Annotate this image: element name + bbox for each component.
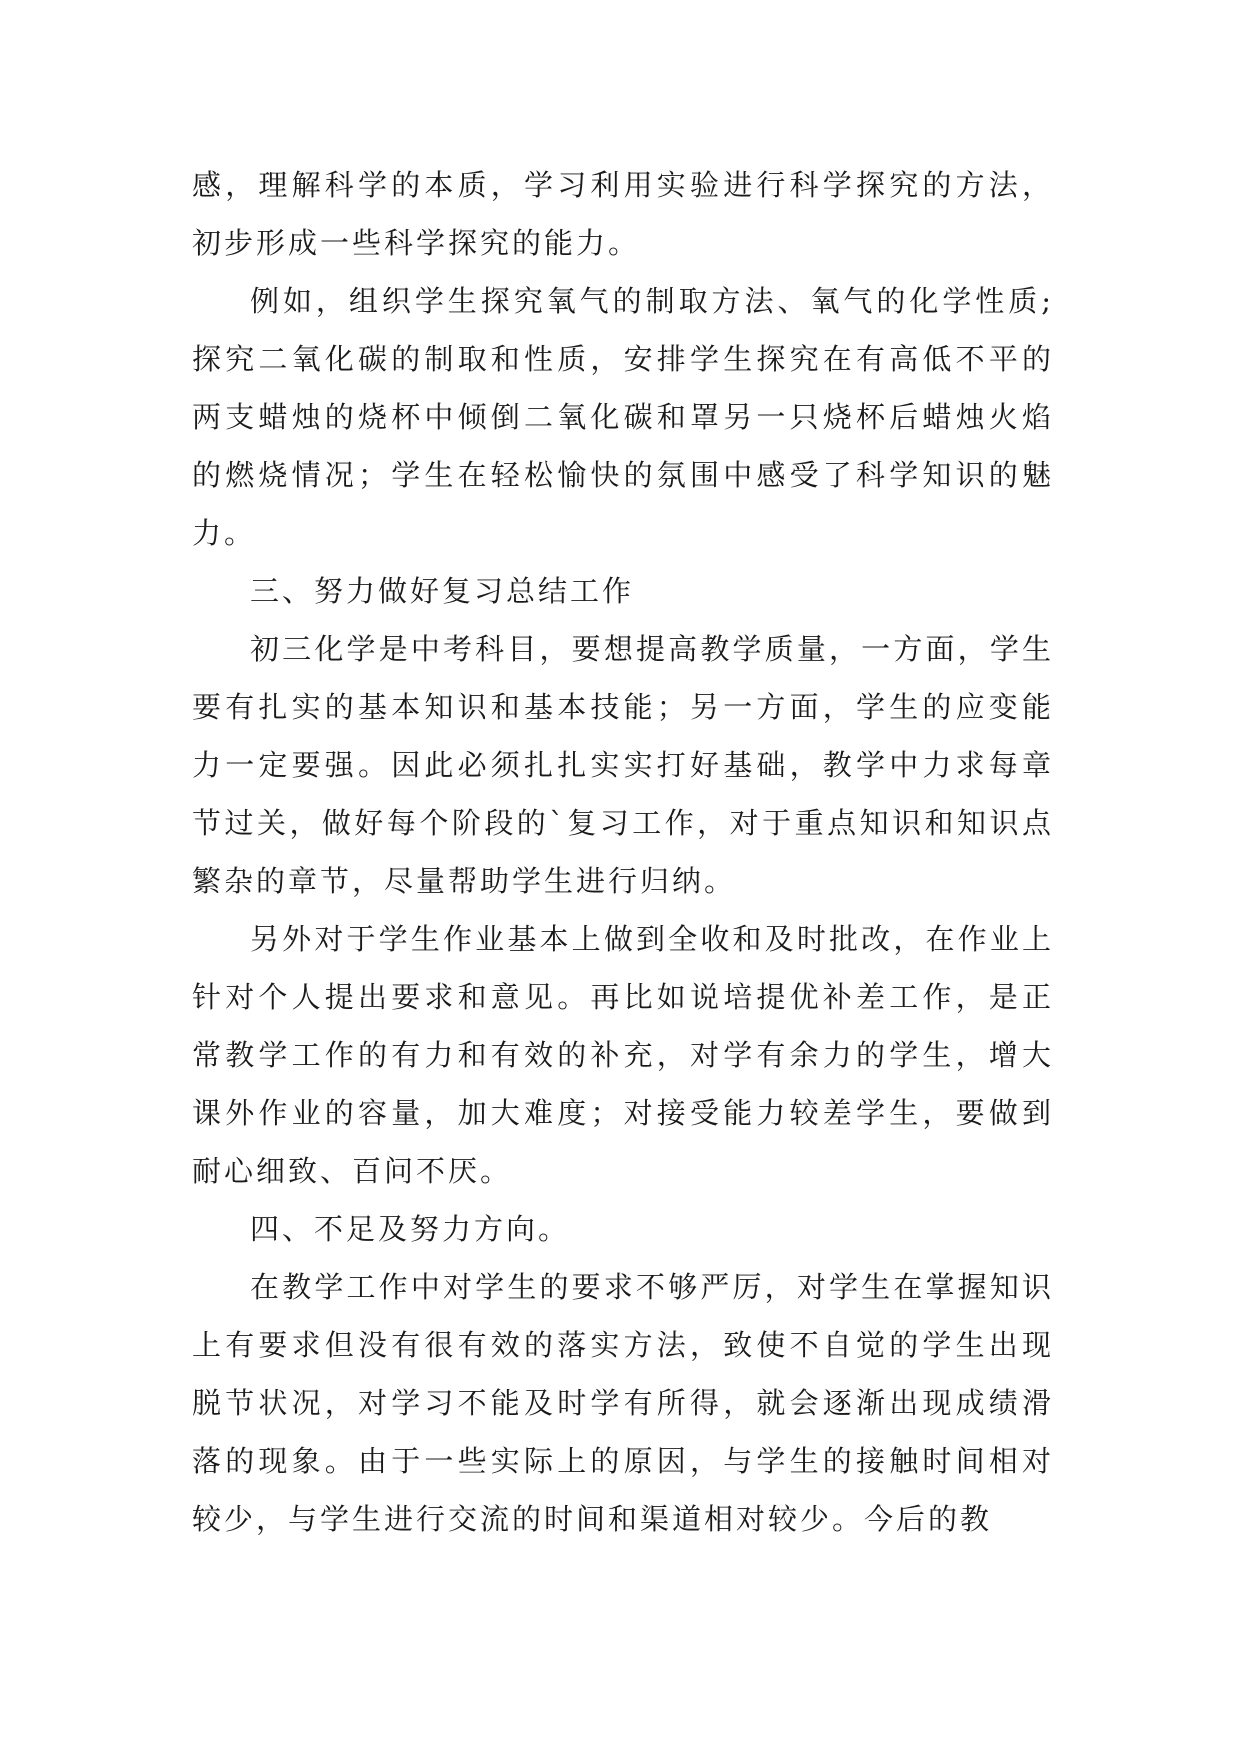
paragraph-7: 在教学工作中对学生的要求不够严厉，对学生在掌握知识上有要求但没有很有效的落实方法，致使不自觉的学生出现脱节状况，对学习不能及时学有所得，就会逐渐出现成绩滑落的现象。由于一些实际上的原因，与学生的接触时间相对较少，与学生进行交流的时间和渠道相对较少。今后的教: [192, 1270, 1054, 1536]
section-heading-4: 四、不足及努力方向。: [250, 1212, 571, 1246]
paragraph-4: 初三化学是中考科目，要想提高教学质量，一方面，学生要有扎实的基本知识和基本技能；另一方面，学生的应变能力一定要强。因此必须扎扎实实打好基础，教学中力求每章节过关，做好每个阶段的`复习工作，对于重点知识和知识点繁杂的章节，尽量帮助学生进行归纳。: [192, 632, 1054, 898]
section-heading-3: 三、努力做好复习总结工作: [250, 574, 635, 608]
document-body: [192, 156, 1054, 1548]
paragraph-2: 例如，组织学生探究氧气的制取方法、氧气的化学性质;探究二氧化碳的制取和性质，安排学生探究在有高低不平的两支蜡烛的烧杯中倾倒二氧化碳和罩另一只烧杯后蜡烛火焰的燃烧情况；学生在轻松愉快的氛围中感受了科学知识的魅力。: [192, 284, 1054, 550]
paragraph-1: 感，理解科学的本质，学习利用实验进行科学探究的方法，初步形成一些科学探究的能力。: [192, 168, 1054, 260]
paragraph-5: 另外对于学生作业基本上做到全收和及时批改，在作业上针对个人提出要求和意见。再比如说培提优补差工作，是正常教学工作的有力和有效的补充，对学有余力的学生，增大课外作业的容量，加大难度；对接受能力较差学生，要做到耐心细致、百问不厌。: [192, 922, 1054, 1188]
